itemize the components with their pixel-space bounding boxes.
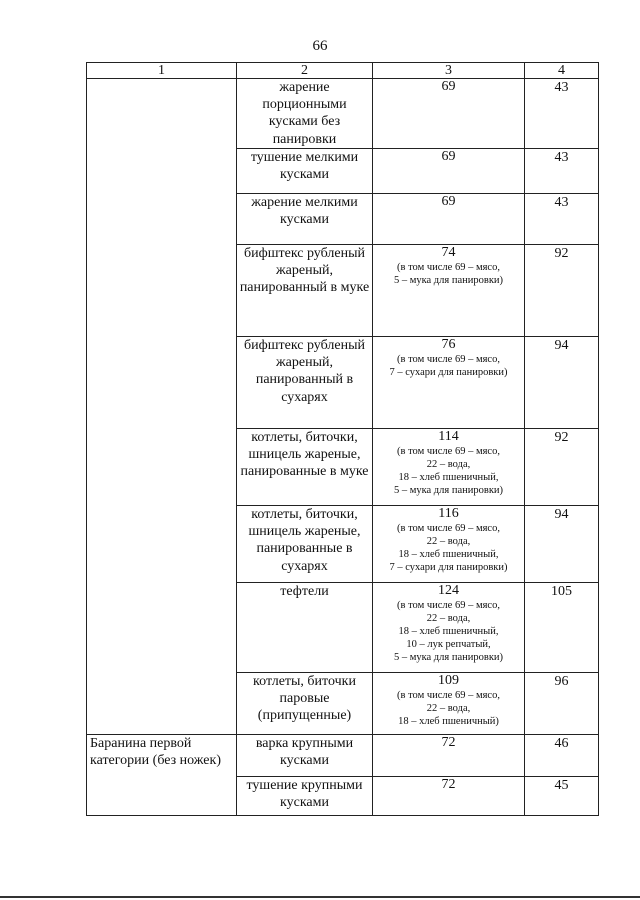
composition-line: (в том числе 69 – мясо, bbox=[397, 690, 500, 701]
gross-weight: 74 bbox=[441, 245, 456, 260]
gross-weight-cell bbox=[373, 777, 525, 816]
product-name: Баранина первой категории (без ножек) bbox=[87, 735, 237, 816]
gross-weight: 69 bbox=[441, 79, 456, 94]
table-header-row bbox=[87, 63, 599, 79]
composition-line: 22 – вода, bbox=[426, 459, 471, 470]
composition-line: 5 – мука для панировки) bbox=[393, 485, 504, 496]
gross-weight-cell bbox=[373, 149, 525, 194]
gross-weight: 116 bbox=[438, 506, 459, 521]
net-yield: 92 bbox=[525, 429, 599, 506]
gross-weight: 72 bbox=[441, 735, 456, 750]
column-header-1: 1 bbox=[87, 63, 237, 79]
net-yield: 105 bbox=[525, 583, 599, 673]
gross-weight-cell bbox=[373, 245, 525, 337]
composition-line: 5 – мука для панировки) bbox=[393, 275, 504, 286]
net-yield: 94 bbox=[525, 337, 599, 429]
gross-weight-cell bbox=[373, 429, 525, 506]
composition-line: (в том числе 69 – мясо, bbox=[397, 523, 500, 534]
gross-weight-cell bbox=[373, 673, 525, 735]
gross-weight: 69 bbox=[441, 149, 456, 164]
gross-weight-cell bbox=[373, 194, 525, 245]
composition-line: 7 – сухари для панировки) bbox=[389, 562, 508, 573]
net-yield: 94 bbox=[525, 506, 599, 583]
cooking-method: бифштекс рубленый жареный, панированный в сухарях bbox=[237, 337, 373, 429]
cooking-method: котлеты, биточки, шницель жареные, панированные в муке bbox=[237, 429, 373, 506]
cooking-method: жарение порционными кусками без панировки bbox=[237, 79, 373, 149]
table-row bbox=[87, 735, 599, 777]
gross-weight: 109 bbox=[438, 673, 459, 688]
composition-line: 22 – вода, bbox=[426, 613, 471, 624]
composition-line: 22 – вода, bbox=[426, 703, 471, 714]
column-header-2: 2 bbox=[237, 63, 373, 79]
gross-weight: 76 bbox=[441, 337, 456, 352]
composition-line: (в том числе 69 – мясо, bbox=[397, 354, 500, 365]
composition-line: 10 – лук репчатый, bbox=[406, 639, 491, 650]
net-yield: 43 bbox=[525, 194, 599, 245]
net-yield: 92 bbox=[525, 245, 599, 337]
cooking-method: котлеты, биточки, шницель жареные, панированные в сухарях bbox=[237, 506, 373, 583]
net-yield: 96 bbox=[525, 673, 599, 735]
scan-bottom-edge bbox=[0, 896, 640, 898]
cooking-method: тефтели bbox=[237, 583, 373, 673]
cooking-method: бифштекс рубленый жареный, панированный в муке bbox=[237, 245, 373, 337]
norms-table bbox=[86, 62, 599, 816]
gross-weight: 72 bbox=[441, 777, 456, 792]
composition-line: 7 – сухари для панировки) bbox=[389, 367, 508, 378]
gross-weight: 69 bbox=[441, 194, 456, 209]
composition-line: 18 – хлеб пшеничный, bbox=[398, 472, 499, 483]
product-cell-empty bbox=[87, 79, 237, 735]
composition-line: 18 – хлеб пшеничный, bbox=[398, 549, 499, 560]
composition-line: (в том числе 69 – мясо, bbox=[397, 446, 500, 457]
page-number: 66 bbox=[312, 38, 328, 54]
net-yield: 45 bbox=[525, 777, 599, 816]
gross-weight: 124 bbox=[438, 583, 459, 598]
cooking-method: варка крупными кусками bbox=[237, 735, 373, 777]
composition-line: 5 – мука для панировки) bbox=[393, 652, 504, 663]
composition-line: 22 – вода, bbox=[426, 536, 471, 547]
table-row bbox=[87, 79, 599, 149]
cooking-method: котлеты, биточки паровые (припущенные) bbox=[237, 673, 373, 735]
column-header-3: 3 bbox=[373, 63, 525, 79]
composition-line: 18 – хлеб пшеничный, bbox=[398, 626, 499, 637]
composition-line: (в том числе 69 – мясо, bbox=[397, 262, 500, 273]
net-yield: 46 bbox=[525, 735, 599, 777]
gross-weight-cell bbox=[373, 506, 525, 583]
gross-weight-cell bbox=[373, 583, 525, 673]
gross-weight: 114 bbox=[438, 429, 459, 444]
cooking-method: тушение мелкими кусками bbox=[237, 149, 373, 194]
composition-line: (в том числе 69 – мясо, bbox=[397, 600, 500, 611]
net-yield: 43 bbox=[525, 79, 599, 149]
gross-weight-cell bbox=[373, 79, 525, 149]
column-header-4: 4 bbox=[525, 63, 599, 79]
gross-weight-cell bbox=[373, 735, 525, 777]
cooking-method: жарение мелкими кусками bbox=[237, 194, 373, 245]
net-yield: 43 bbox=[525, 149, 599, 194]
composition-line: 18 – хлеб пшеничный) bbox=[398, 716, 499, 727]
gross-weight-cell bbox=[373, 337, 525, 429]
cooking-method: тушение крупными кусками bbox=[237, 777, 373, 816]
